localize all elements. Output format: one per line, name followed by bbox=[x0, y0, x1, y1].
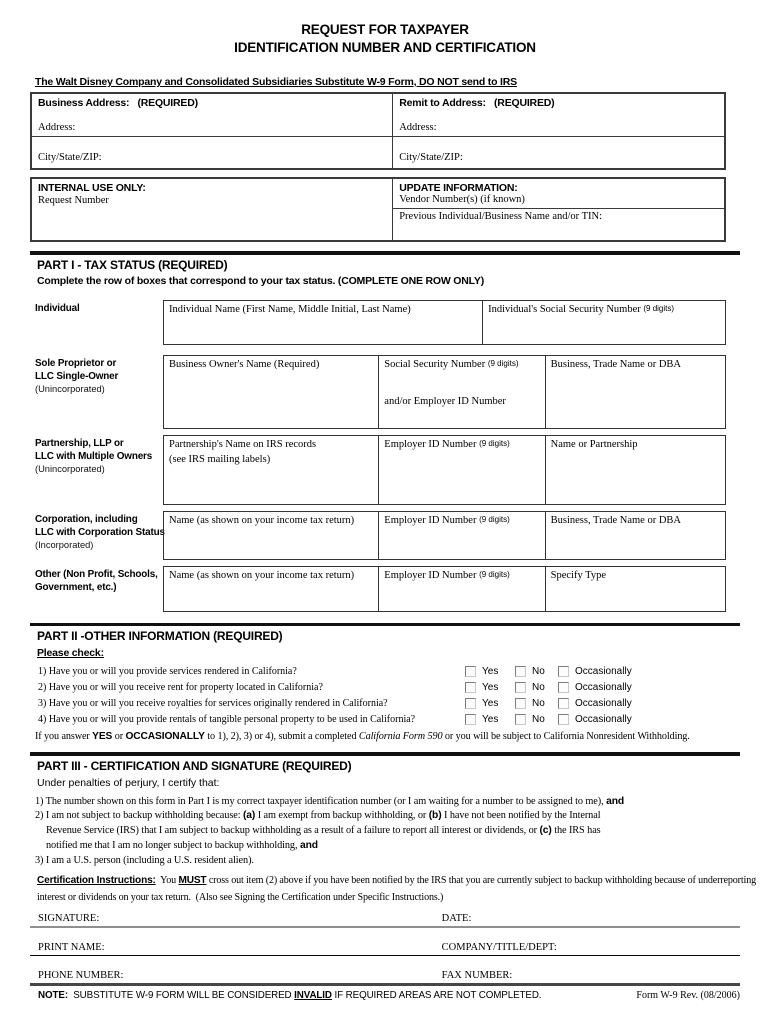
occasionally-option-label: Occasionally bbox=[575, 713, 632, 725]
partnership-label: Partnership, LLP or LLC with Multiple Owners (Unincorporated) bbox=[35, 437, 153, 474]
signature-block bbox=[30, 911, 740, 986]
phone-number-label: PHONE NUMBER: bbox=[38, 970, 124, 982]
printname-company-row[interactable] bbox=[30, 940, 740, 956]
question-2-text: 2) Have you or will you receive rent for property located in California? bbox=[38, 681, 323, 693]
q4-yes-checkbox[interactable] bbox=[465, 714, 476, 725]
q1-yes-checkbox[interactable] bbox=[465, 666, 476, 677]
nine-digits-note: (9 digits) bbox=[487, 358, 519, 368]
yes-option-label: Yes bbox=[482, 681, 499, 693]
other-label: Other (Non Profit, Schools, Government, etc.) bbox=[35, 568, 158, 593]
sole-proprietor-label: Sole Proprietor or LLC Single-Owner (Unincorporated) bbox=[35, 357, 119, 394]
section-divider bbox=[30, 752, 740, 756]
corporation-table bbox=[163, 511, 726, 560]
form-revision: Form W-9 Rev. (08/2006) bbox=[636, 990, 740, 1002]
q3-occasionally-checkbox[interactable] bbox=[558, 698, 569, 709]
question-3-text: 3) Have you or will you receive royalties for services originally rendered in California? bbox=[38, 697, 388, 709]
question-row-2 bbox=[30, 679, 740, 695]
occasionally-option-label: Occasionally bbox=[575, 665, 632, 677]
date-label: DATE: bbox=[441, 913, 472, 925]
remit-address-header: Remit to Address: (REQUIRED) bbox=[399, 97, 555, 109]
form-title bbox=[0, 0, 770, 57]
sole-dba-cell[interactable]: Business, Trade Name or DBA bbox=[545, 356, 725, 428]
part3-title: PART III - CERTIFICATION AND SIGNATURE (REQUIRED) bbox=[37, 758, 352, 773]
internal-use-header: INTERNAL USE ONLY: bbox=[38, 182, 146, 194]
section-divider bbox=[30, 251, 740, 255]
no-option-label: No bbox=[532, 713, 545, 725]
tax-status-rows bbox=[30, 300, 740, 612]
tax-row-partnership bbox=[30, 435, 740, 505]
sole-ssn-ein-cell[interactable]: Social Security Number (9 digits) and/or Employer ID Number bbox=[378, 356, 544, 428]
corp-ein-cell[interactable]: Employer ID Number (9 digits) bbox=[378, 512, 544, 559]
california-questions bbox=[30, 663, 740, 727]
business-owner-name-cell[interactable]: Business Owner's Name (Required) bbox=[169, 358, 320, 370]
fax-number-label: FAX NUMBER: bbox=[441, 970, 513, 982]
individual-ssn-cell[interactable]: Individual's Social Security Number (9 digits) bbox=[482, 301, 725, 344]
q3-yes-checkbox[interactable] bbox=[465, 698, 476, 709]
no-option-label: No bbox=[532, 681, 545, 693]
tax-row-sole-proprietor bbox=[30, 355, 740, 429]
occasionally-option-label: Occasionally bbox=[575, 697, 632, 709]
question-1-text: 1) Have you or will you provide services rendered in California? bbox=[38, 665, 297, 677]
individual-label: Individual bbox=[35, 302, 80, 314]
cert-item-1: 1) The number shown on this form in Part I is my correct taxpayer identification number (or I am waiting for a number to be assigned to me), and bbox=[35, 795, 625, 807]
footer-row bbox=[30, 990, 740, 1001]
vendor-number-cell[interactable] bbox=[393, 179, 724, 209]
q3-no-checkbox[interactable] bbox=[515, 698, 526, 709]
q2-yes-checkbox[interactable] bbox=[465, 682, 476, 693]
business-city-cell[interactable] bbox=[32, 137, 392, 168]
occasionally-option-label: Occasionally bbox=[575, 681, 632, 693]
part2-note: If you answer YES or OCCASIONALLY to 1), 2), 3) or 4), submit a completed California Form 590 or you will be subject to California Nonresident Withholding. bbox=[35, 731, 690, 742]
other-table bbox=[163, 566, 726, 612]
internal-use-cell[interactable] bbox=[32, 179, 393, 240]
sole-proprietor-table bbox=[163, 355, 726, 429]
phone-fax-row[interactable] bbox=[30, 968, 740, 986]
form-subtitle: The Walt Disney Company and Consolidated Subsidiaries Substitute W-9 Form, DO NOT send to IRS bbox=[35, 76, 517, 88]
certification-items bbox=[30, 795, 740, 869]
cert-item-2-line2: Revenue Service (IRS) that I am subject to backup withholding as a result of a failure to report all interest or dividends, or (c) the IRS has bbox=[46, 825, 601, 837]
cert-item-2-line3: notified me that I am no longer subject to backup withholding, and bbox=[46, 839, 318, 851]
form-title-line2: IDENTIFICATION NUMBER AND CERTIFICATION bbox=[234, 40, 536, 55]
partnership-name-cell[interactable]: Partnership's Name on IRS records (see IRS mailing labels) bbox=[169, 438, 317, 465]
section-divider bbox=[30, 623, 740, 627]
remit-address-label: Address: bbox=[399, 122, 437, 133]
business-address-cell[interactable] bbox=[32, 94, 392, 137]
other-ein-cell[interactable]: Employer ID Number (9 digits) bbox=[378, 567, 544, 611]
part2-title: PART II -OTHER INFORMATION (REQUIRED) bbox=[37, 629, 283, 643]
yes-option-label: Yes bbox=[482, 697, 499, 709]
q4-no-checkbox[interactable] bbox=[515, 714, 526, 725]
question-row-1 bbox=[30, 663, 740, 679]
nine-digits-note: (9 digits) bbox=[479, 514, 510, 524]
update-info-header: UPDATE INFORMATION: bbox=[399, 182, 518, 194]
q2-no-checkbox[interactable] bbox=[515, 682, 526, 693]
tax-row-individual bbox=[30, 300, 740, 345]
vendor-number-label: Vendor Number(s) (if known) bbox=[399, 194, 525, 205]
previous-name-label: Previous Individual/Business Name and/or TIN: bbox=[399, 211, 602, 222]
tax-row-other bbox=[30, 566, 740, 612]
corporation-label: Corporation, including LLC with Corporation Status (Incorporated) bbox=[35, 513, 165, 550]
part3-intro: Under penalties of perjury, I certify that: bbox=[37, 776, 220, 789]
update-info-column bbox=[393, 179, 724, 240]
partnership-table bbox=[163, 435, 726, 505]
invalid-note: NOTE: SUBSTITUTE W-9 FORM WILL BE CONSIDERED INVALID IF REQUIRED AREAS ARE NOT COMPLETED. bbox=[38, 990, 542, 1002]
nine-digits-note: (9 digits) bbox=[643, 303, 675, 313]
individual-name-cell[interactable]: Individual Name (First Name, Middle Initial, Last Name) bbox=[169, 303, 411, 315]
cert-item-3: 3) I am a U.S. person (including a U.S. resident alien). bbox=[35, 854, 254, 866]
print-name-label: PRINT NAME: bbox=[38, 942, 105, 954]
form-title-line1: REQUEST FOR TAXPAYER bbox=[301, 22, 469, 37]
cert-item-2-line1: 2) I am not subject to backup withholding because: (a) I am exempt from backup withholding, or (b) I have not been notified by the Internal bbox=[35, 810, 601, 822]
remit-city-label: City/State/ZIP: bbox=[399, 152, 463, 163]
no-option-label: No bbox=[532, 665, 545, 677]
tax-row-corporation bbox=[30, 511, 740, 560]
business-address-header: Business Address: (REQUIRED) bbox=[38, 97, 198, 109]
signature-date-row[interactable] bbox=[30, 911, 740, 928]
partnership-ein-cell[interactable]: Employer ID Number (9 digits) bbox=[378, 436, 544, 504]
nine-digits-note: (9 digits) bbox=[479, 569, 510, 579]
request-number-label: Request Number bbox=[38, 195, 109, 206]
no-option-label: No bbox=[532, 697, 545, 709]
question-row-3 bbox=[30, 695, 740, 711]
individual-table bbox=[163, 300, 726, 345]
company-title-dept-label: COMPANY/TITLE/DEPT: bbox=[441, 942, 557, 954]
q1-no-checkbox[interactable] bbox=[515, 666, 526, 677]
signature-label: SIGNATURE: bbox=[38, 913, 100, 925]
business-address-column bbox=[32, 94, 393, 168]
address-table bbox=[30, 92, 726, 170]
other-name-cell[interactable]: Name (as shown on your income tax return) bbox=[169, 569, 355, 581]
q1-occasionally-checkbox[interactable] bbox=[558, 666, 569, 677]
q4-occasionally-checkbox[interactable] bbox=[558, 714, 569, 725]
remit-address-cell[interactable] bbox=[393, 94, 724, 137]
remit-address-column bbox=[393, 94, 724, 168]
part1-title: PART I - TAX STATUS (REQUIRED) bbox=[37, 257, 228, 272]
other-specify-cell[interactable]: Specify Type bbox=[545, 567, 725, 611]
q2-occasionally-checkbox[interactable] bbox=[558, 682, 569, 693]
previous-name-cell[interactable] bbox=[393, 209, 724, 240]
nine-digits-note: (9 digits) bbox=[479, 438, 510, 448]
business-city-label: City/State/ZIP: bbox=[38, 152, 102, 163]
question-4-text: 4) Have you or will you provide rentals of tangible personal property to be used in California? bbox=[38, 713, 416, 725]
please-check-label: Please check: bbox=[37, 647, 104, 659]
remit-city-cell[interactable] bbox=[393, 137, 724, 168]
yes-option-label: Yes bbox=[482, 665, 499, 677]
partnership-name2-cell[interactable]: Name or Partnership bbox=[545, 436, 725, 504]
internal-update-table bbox=[30, 177, 726, 242]
yes-option-label: Yes bbox=[482, 713, 499, 725]
question-row-4 bbox=[30, 711, 740, 727]
business-address-label: Address: bbox=[38, 122, 76, 133]
corp-name-cell[interactable]: Name (as shown on your income tax return) bbox=[169, 514, 355, 526]
corp-dba-cell[interactable]: Business, Trade Name or DBA bbox=[545, 512, 725, 559]
part1-subtitle: Complete the row of boxes that correspond to your tax status. (COMPLETE ONE ROW ONLY) bbox=[37, 274, 484, 287]
certification-instructions: Certification Instructions: You MUST cross out item (2) above if you have been notified by the IRS that you are currently subject to backup withholding because of underreporting interest or dividends on your tax return. (Also see Signing the Certification under Specific Instructions.) bbox=[37, 875, 757, 903]
